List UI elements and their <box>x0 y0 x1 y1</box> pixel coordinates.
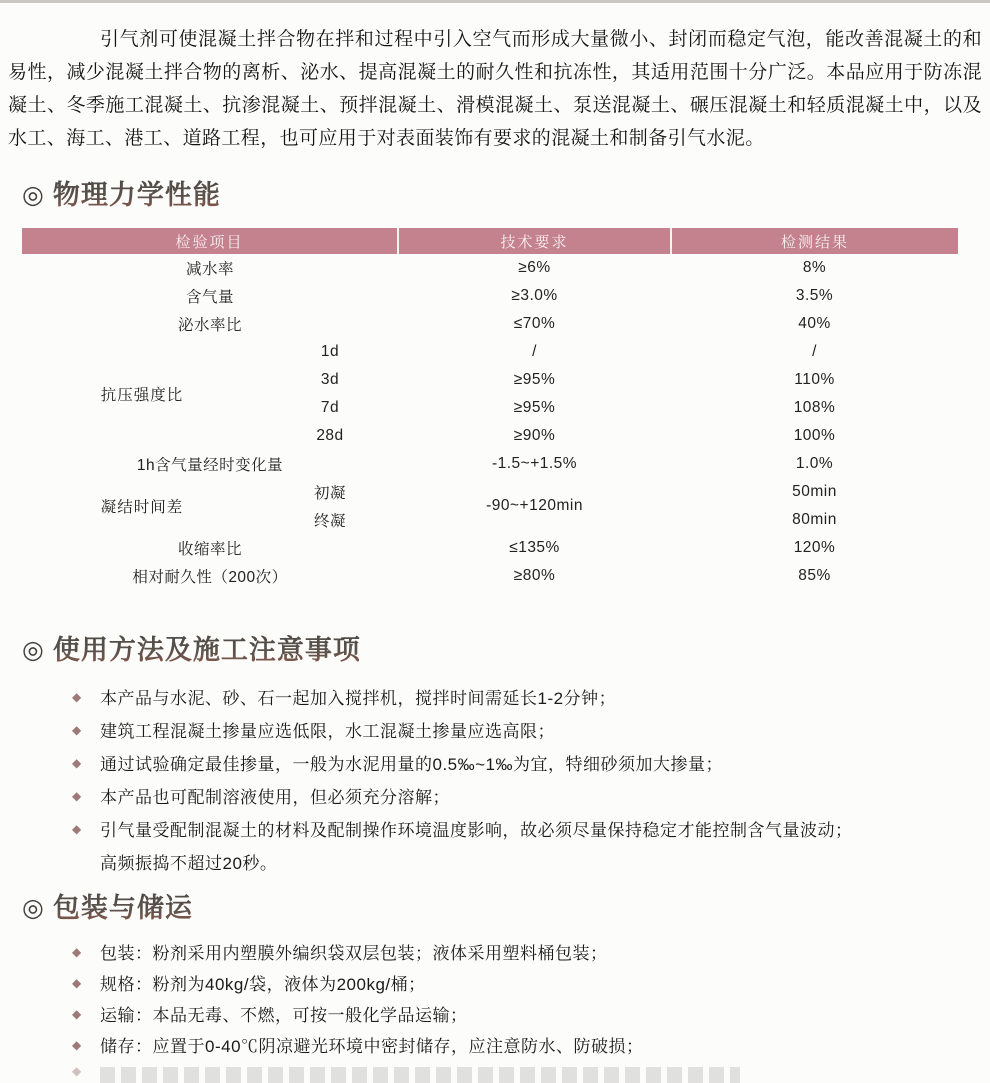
bullet-text: 引气量受配制混凝土的材料及配制操作环境温度影响，故必须尽量保持稳定才能控制含气量波动； <box>100 821 853 840</box>
bullet-text: 本产品也可配制溶液使用，但必须充分溶解； <box>100 788 450 807</box>
table-cell-result: 50min <box>792 483 837 500</box>
table-cell-group: 凝结时间差 <box>100 499 184 516</box>
table-cell-requirement: ≥80% <box>513 567 556 584</box>
bullseye-icon: ◎ <box>22 181 44 209</box>
table-row <box>22 478 958 506</box>
table-cell-item: 泌水率比 <box>178 317 243 334</box>
table-cell-requirement: / <box>532 343 537 360</box>
table-cell-result: 110% <box>794 371 835 388</box>
table-cell-requirement: -1.5~+1.5% <box>491 455 578 472</box>
section-heading-packing <box>22 890 990 926</box>
table-cell-requirement: ≥6% <box>518 259 551 276</box>
diamond-bullet-icon: ◆ <box>72 690 82 704</box>
column-header-requirement: 技术要求 <box>398 228 671 254</box>
table-cell-requirement: -90~+120min <box>486 497 583 514</box>
table-row <box>22 282 958 310</box>
bullet-text: 本产品与水泥、砂、石一起加入搅拌机，搅拌时间需延长1-2分钟； <box>100 689 617 708</box>
usage-bullet-list <box>72 682 970 880</box>
table-cell-result: 1.0% <box>795 455 834 472</box>
bullet-text-continuation: 高频振捣不超过20秒。 <box>100 854 278 873</box>
bullseye-icon: ◎ <box>22 636 44 664</box>
diamond-bullet-icon: ◆ <box>72 976 82 990</box>
column-header-item: 检验项目 <box>22 228 398 254</box>
table-cell-item: 1h含气量经时变化量 <box>136 457 284 474</box>
list-item <box>72 969 970 1000</box>
table-cell-result: 100% <box>793 427 836 444</box>
physical-properties-table <box>22 228 958 590</box>
bullet-text: 规格：粉剂为40kg/袋，液体为200kg/桶； <box>100 975 426 994</box>
list-item <box>72 781 970 814</box>
table-cell-result: 85% <box>798 567 831 584</box>
table-row <box>22 310 958 338</box>
section-heading-physical <box>22 177 990 213</box>
diamond-bullet-icon: ◆ <box>72 1007 82 1021</box>
page-top-scan-edge <box>0 0 990 3</box>
table-cell-age: 1d <box>320 343 340 360</box>
diamond-bullet-icon: ◆ <box>72 945 82 959</box>
table-row <box>22 534 958 562</box>
table-cell-result: 80min <box>792 511 837 528</box>
table-cell-item: 收缩率比 <box>178 541 243 558</box>
table-cell-item: 含气量 <box>186 289 235 306</box>
list-item <box>72 715 970 748</box>
table-cell-requirement: ≥95% <box>513 371 556 388</box>
table-row <box>22 450 958 478</box>
table-cell-phase: 终凝 <box>314 513 347 530</box>
clipped-text-remnant <box>100 1067 740 1083</box>
diamond-bullet-icon: ◆ <box>72 1064 82 1078</box>
column-header-result: 检测结果 <box>671 228 958 254</box>
diamond-bullet-icon: ◆ <box>72 723 82 737</box>
section-title: 物理力学性能 <box>53 177 221 213</box>
list-item <box>72 1031 970 1062</box>
table-cell-phase: 初凝 <box>314 485 347 502</box>
table-cell-item: 减水率 <box>186 261 235 278</box>
table-cell-requirement: ≤70% <box>513 315 556 332</box>
section-title: 使用方法及施工注意事项 <box>53 632 361 668</box>
clipped-bottom-row <box>72 1064 990 1083</box>
diamond-bullet-icon: ◆ <box>72 1038 82 1052</box>
table-row <box>22 254 958 282</box>
table-row <box>22 338 958 366</box>
table-cell-result: 8% <box>802 259 827 276</box>
bullet-text: 建筑工程混凝土掺量应选低限，水工混凝土掺量应选高限； <box>100 722 555 741</box>
table-cell-result: 108% <box>793 399 836 416</box>
diamond-bullet-icon: ◆ <box>72 822 82 836</box>
diamond-bullet-icon: ◆ <box>72 756 82 770</box>
table-cell-result: 3.5% <box>795 287 834 304</box>
bullet-text: 包装：粉剂采用内塑膜外编织袋双层包装；液体采用塑料桶包装； <box>100 944 608 963</box>
list-item <box>72 682 970 715</box>
diamond-bullet-icon: ◆ <box>72 789 82 803</box>
table-cell-requirement: ≥90% <box>513 427 556 444</box>
bullet-text: 储存：应置于0-40℃阴凉避光环境中密封储存，应注意防水、防破损； <box>100 1037 644 1056</box>
table-cell-requirement: ≥3.0% <box>511 287 558 304</box>
table-cell-result: 120% <box>793 539 836 556</box>
table-cell-age: 7d <box>320 399 340 416</box>
table-cell-result: 40% <box>798 315 831 332</box>
bullseye-icon: ◎ <box>22 894 44 922</box>
table-cell-item: 相对耐久性（200次） <box>132 569 288 586</box>
table-cell-result: / <box>812 343 817 360</box>
table-cell-age: 3d <box>320 371 340 388</box>
table-header-row <box>22 228 958 254</box>
table-cell-age: 28d <box>316 427 344 444</box>
table-cell-requirement: ≤135% <box>509 539 560 556</box>
table-cell-requirement: ≥95% <box>513 399 556 416</box>
section-heading-usage <box>22 632 990 668</box>
table-row <box>22 562 958 590</box>
bullet-text: 通过试验确定最佳掺量，一般为水泥用量的0.5‰~1‰为宜，特细砂须加大掺量； <box>100 755 724 774</box>
section-title: 包装与储运 <box>53 890 193 926</box>
list-item <box>72 814 970 880</box>
table-cell-group: 抗压强度比 <box>100 387 184 404</box>
packing-bullet-list <box>72 938 970 1062</box>
bullet-text: 运输：本品无毒、不燃，可按一般化学品运输； <box>100 1006 468 1025</box>
list-item <box>72 938 970 969</box>
list-item <box>72 1000 970 1031</box>
list-item <box>72 748 970 781</box>
intro-paragraph: 引气剂可使混凝土拌合物在拌和过程中引入空气而形成大量微小、封闭而稳定气泡，能改善混凝土的和易性，减少混凝土拌合物的离析、泌水、提高混凝土的耐久性和抗冻性，其适用范围十分广泛。本品应用于防冻混凝土、冬季施工混凝土、抗渗混凝土、预拌混凝土、滑模混凝土、泵送混凝土、碾压混凝土和轻质混凝土中，以及水工、海工、港工、道路工程，也可应用于对表面装饰有要求的混凝土和制备引气水泥。 <box>8 29 982 149</box>
